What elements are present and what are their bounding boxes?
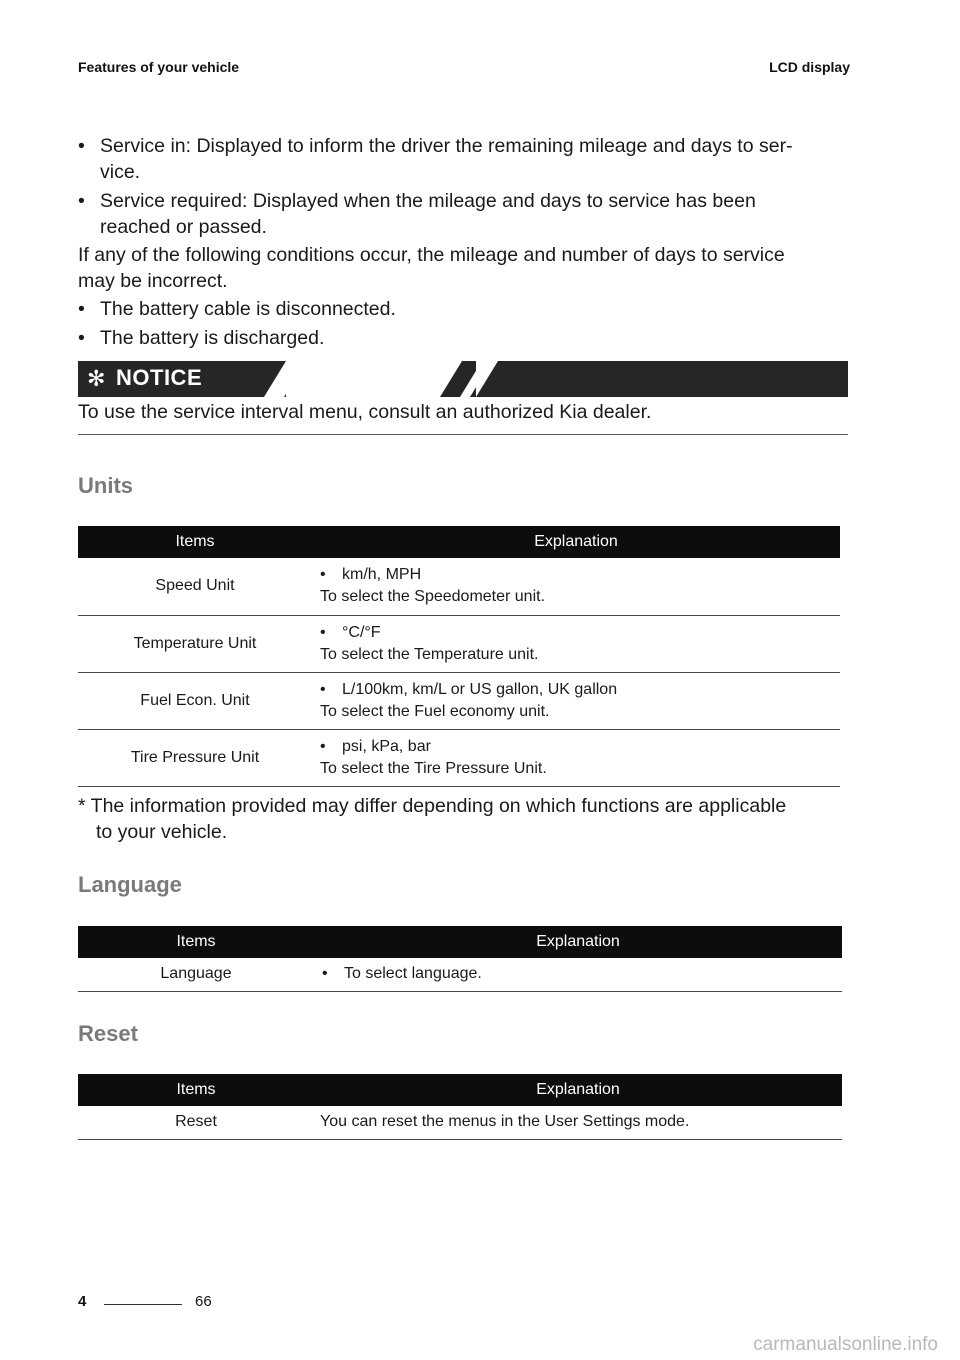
asterisk-icon: ✻ [87,366,106,391]
table-row [78,558,840,615]
explanation-cell: • L/100km, km/L or US gallon, UK gallon To select the Fuel economy unit. [312,672,840,729]
table-header-row [78,926,842,958]
bullet-icon: • [320,566,326,584]
reset-table [78,1074,842,1140]
item-cell: Fuel Econ. Unit [78,672,312,729]
running-header-topic: LCD display [769,59,850,75]
notice-label: NOTICE [116,365,203,390]
bullet-icon: • [78,190,85,212]
item-cell: Tire Pressure Unit [78,729,312,786]
chapter-number: 4 [78,1293,87,1310]
watermark: carmanualsonline.info [753,1334,938,1355]
page-number: 66 [195,1293,212,1310]
explanation-cell: • °C/°F To select the Temperature unit. [312,615,840,672]
notice-banner [78,361,848,397]
language-heading: Language [78,872,182,897]
notice-divider [78,434,848,435]
running-header-section: Features of your vehicle [78,59,240,75]
condition-paragraph: If any of the following conditions occur, the mileage and number of days to service may be incorrect. [78,244,785,292]
footer-divider [104,1304,182,1305]
table-row [78,615,840,672]
column-header-explanation: Explanation [312,526,840,558]
bullet-icon: • [322,965,328,983]
units-heading: Units [78,473,133,498]
footnote: * The information provided may differ depending on which functions are applicable to your vehicle. [78,795,787,843]
column-header-items: Items [78,926,314,958]
bullet-icon: • [78,298,85,320]
bullet-icon: • [320,623,326,641]
reset-heading: Reset [78,1021,138,1046]
explanation-cell: • km/h, MPH To select the Speedometer unit. [312,558,840,615]
item-cell: Reset [78,1106,314,1139]
column-header-items: Items [78,1074,314,1106]
explanation-cell: • To select language. [314,958,842,991]
explanation-cell: You can reset the menus in the User Settings mode. [314,1106,842,1139]
list-item: • Service required: Displayed when the mileage and days to service has been reached or passed. [78,190,756,238]
bullet-icon: • [78,135,85,157]
service-bullet-list [78,133,848,243]
table-header-row [78,526,840,558]
bullet-icon: • [78,327,85,349]
table-row [78,1106,842,1139]
bullet-icon: • [320,680,326,698]
table-row [78,672,840,729]
condition-bullet-list [78,296,848,354]
table-row [78,729,840,786]
item-cell: Temperature Unit [78,615,312,672]
column-header-explanation: Explanation [314,926,842,958]
notice-text: To use the service interval menu, consult an authorized Kia dealer. [78,401,652,423]
units-table [78,526,840,787]
column-header-explanation: Explanation [314,1074,842,1106]
table-header-row [78,1074,842,1106]
item-cell: Language [78,958,314,991]
item-cell: Speed Unit [78,558,312,615]
explanation-cell: • psi, kPa, bar To select the Tire Pressure Unit. [312,729,840,786]
table-row [78,958,842,991]
bullet-icon: • [320,737,326,755]
list-item: • Service in: Displayed to inform the driver the remaining mileage and days to ser- vice. [78,135,793,183]
column-header-items: Items [78,526,312,558]
list-item: • The battery is discharged. [78,327,325,349]
list-item: • The battery cable is disconnected. [78,298,396,320]
language-table [78,926,842,992]
